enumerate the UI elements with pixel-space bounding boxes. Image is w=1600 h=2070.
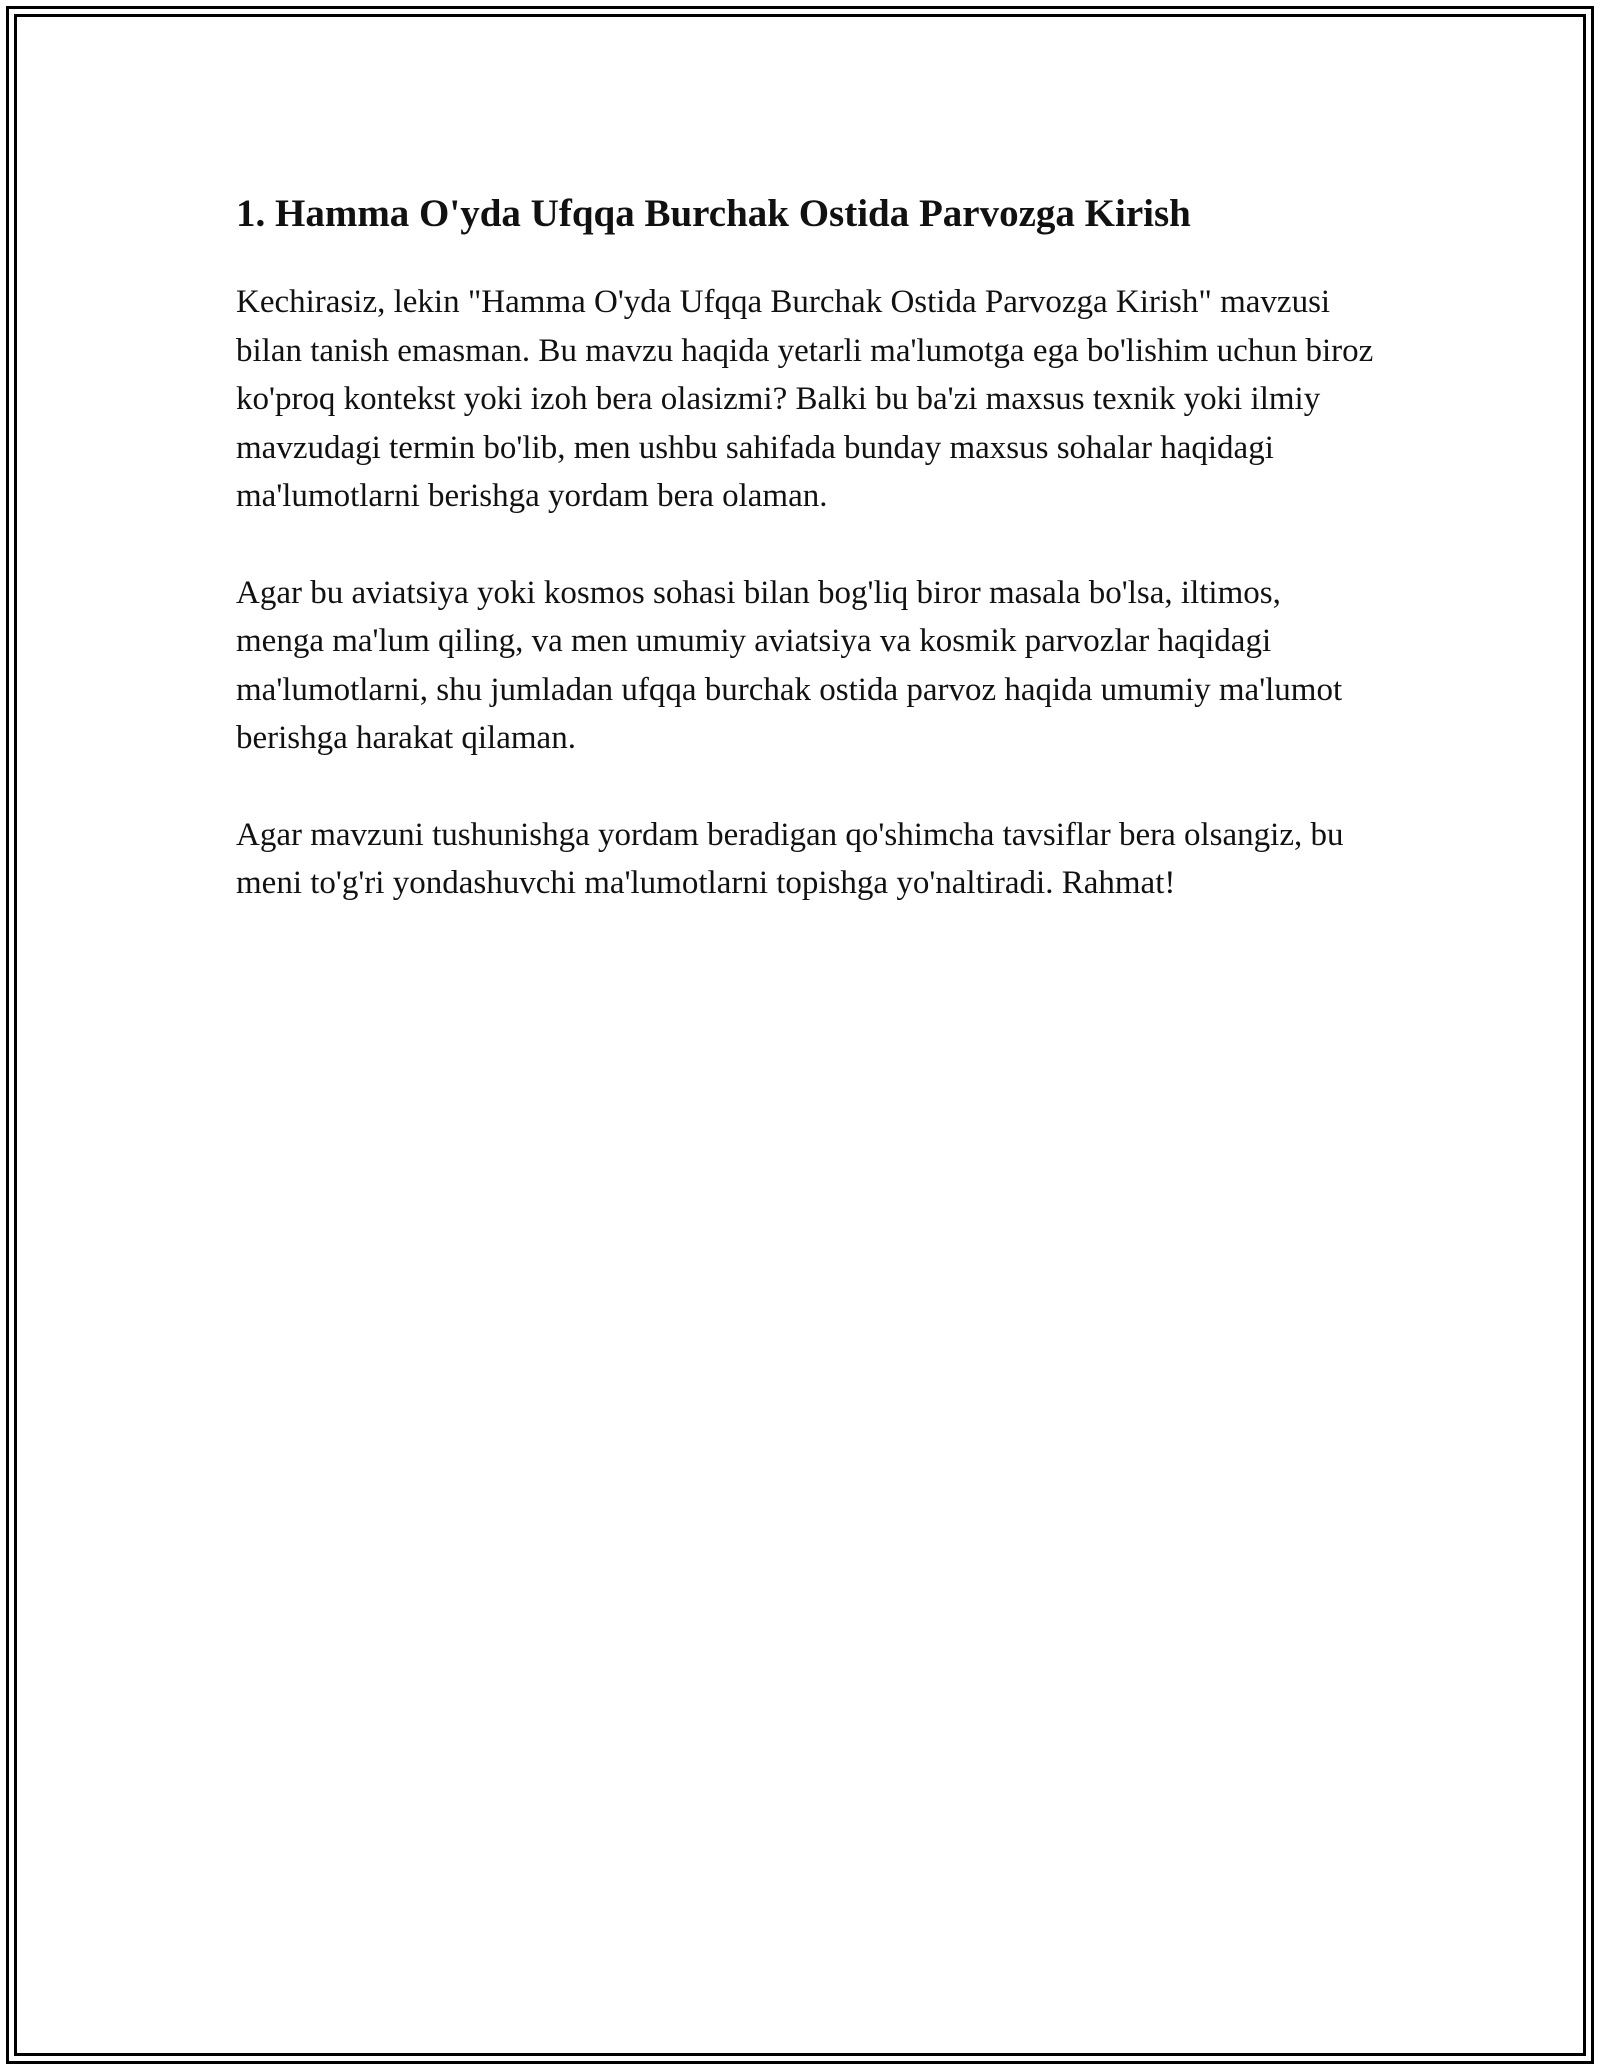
paragraph-1: Kechirasiz, lekin "Hamma O'yda Ufqqa Burchak Ostida Parvozga Kirish" mavzusi bilan tanish emasman. Bu mavzu haqida yetarli ma'lumotga ega bo'lishim uchun biroz ko'proq kontekst yoki izoh bera olasizmi? Balki bu ba'zi maxsus texnik yoki ilmiy mavzudagi termin bo'lib, men ushbu sahifada bunday maxsus sohalar haqidagi ma'lumotlarni berishga yordam bera olaman. — [236, 284, 1374, 514]
paragraph-2: Agar bu aviatsiya yoki kosmos sohasi bilan bog'liq biror masala bo'lsa, iltimos, menga ma'lum qiling, va men umumiy aviatsiya va kosmik parvozlar haqidagi ma'lumotlarni, shu jumladan ufqqa burchak ostida parvoz haqida umumiy ma'lumot berishga harakat qilaman. — [236, 574, 1343, 756]
paragraph-3: Agar mavzuni tushunishga yordam beradigan qo'shimcha tavsiflar bera olsangiz, bu meni to'g'ri yondashuvchi ma'lumotlarni topishga yo'naltiradi. Rahmat! — [236, 816, 1344, 901]
document-body — [236, 186, 1376, 956]
section-heading: 1. Hamma O'yda Ufqqa Burchak Ostida Parvozga Kirish — [236, 192, 1191, 235]
